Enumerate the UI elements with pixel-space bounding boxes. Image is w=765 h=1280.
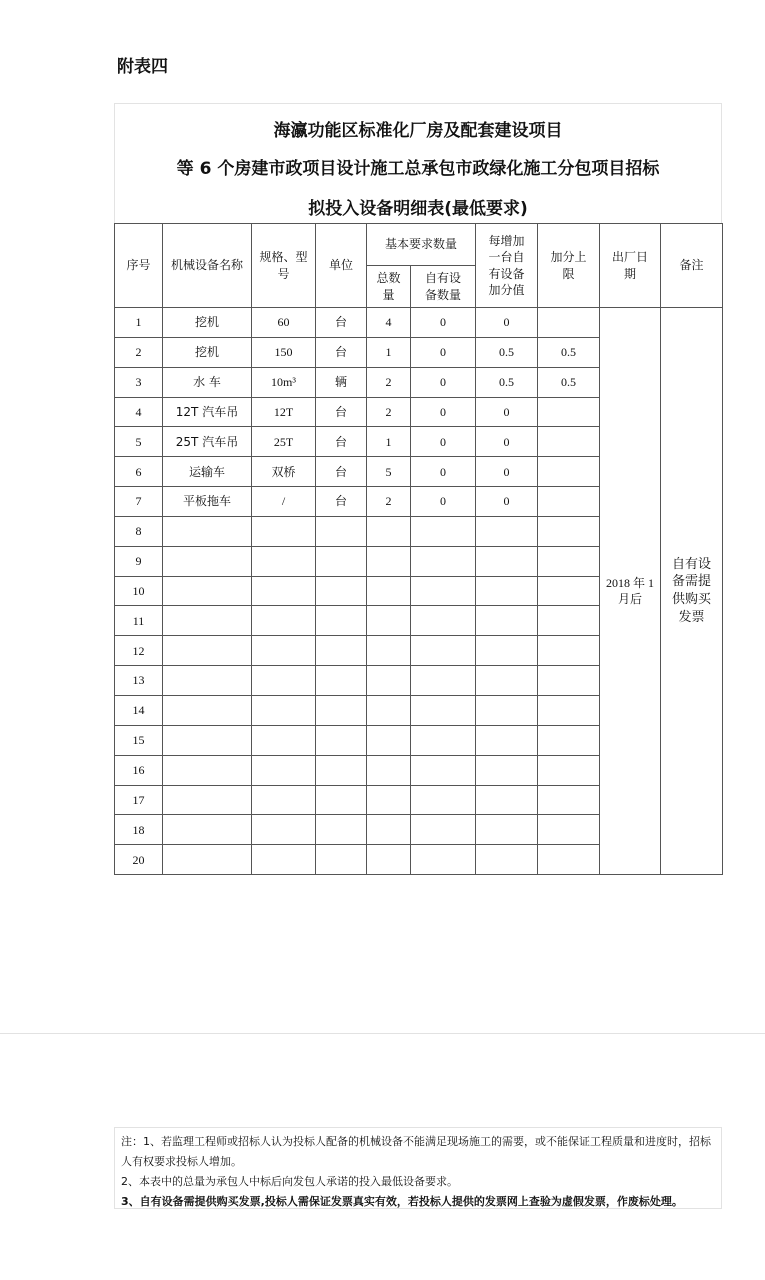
note-2: 2、本表中的总量为承包人中标后向发包人承诺的投入最低设备要求。 [121, 1175, 458, 1188]
cell-spec: 150 [252, 337, 316, 367]
cell-max-add: 0.5 [538, 337, 600, 367]
cell-name [163, 546, 252, 576]
cell-own-qty: 0 [411, 487, 476, 517]
cell-seq: 12 [115, 636, 163, 666]
title-line-3: 拟投入设备明细表(最低要求) [308, 199, 528, 219]
cell-own-qty: 0 [411, 457, 476, 487]
cell-spec: 双桥 [252, 457, 316, 487]
header-own-qty: 自有设备数量 [411, 266, 476, 308]
cell-max-add [538, 427, 600, 457]
cell-total-qty: 2 [367, 367, 411, 397]
cell-name [163, 606, 252, 636]
cell-unit [316, 695, 367, 725]
cell-total-qty [367, 725, 411, 755]
cell-own-qty [411, 666, 476, 696]
cell-per-add: 0 [476, 308, 538, 338]
cell-total-qty [367, 755, 411, 785]
cell-name: 挖机 [163, 308, 252, 338]
cell-max-add [538, 397, 600, 427]
cell-own-qty [411, 725, 476, 755]
note-3: 3、自有设备需提供购买发票,投标人需保证发票真实有效，若投标人提供的发票网上查验为虚假发票，作废标处理。 [121, 1195, 683, 1208]
cell-spec [252, 785, 316, 815]
header-seq: 序号 [115, 224, 163, 308]
cell-unit [316, 606, 367, 636]
cell-max-add [538, 487, 600, 517]
cell-seq: 13 [115, 666, 163, 696]
cell-seq: 20 [115, 845, 163, 875]
header-total-qty: 总数量 [367, 266, 411, 308]
cell-own-qty [411, 785, 476, 815]
cell-seq: 11 [115, 606, 163, 636]
cell-total-qty [367, 546, 411, 576]
cell-spec [252, 546, 316, 576]
cell-name: 25T 汽车吊 [163, 427, 252, 457]
cell-spec [252, 725, 316, 755]
cell-spec: 25T [252, 427, 316, 457]
header-name: 机械设备名称 [163, 224, 252, 308]
cell-name [163, 576, 252, 606]
cell-max-add [538, 606, 600, 636]
cell-total-qty: 5 [367, 457, 411, 487]
appendix-label: 附表四 [117, 57, 168, 77]
cell-unit: 辆 [316, 367, 367, 397]
cell-total-qty [367, 695, 411, 725]
cell-seq: 8 [115, 516, 163, 546]
cell-per-add: 0 [476, 427, 538, 457]
cell-seq: 15 [115, 725, 163, 755]
cell-name: 平板拖车 [163, 487, 252, 517]
cell-unit [316, 636, 367, 666]
cell-max-add [538, 725, 600, 755]
cell-seq: 2 [115, 337, 163, 367]
cell-name [163, 516, 252, 546]
cell-per-add [476, 516, 538, 546]
cell-seq: 1 [115, 308, 163, 338]
header-per-add: 每增加一台自有设备加分值 [476, 224, 538, 308]
cell-own-qty [411, 695, 476, 725]
cell-total-qty [367, 845, 411, 875]
cell-per-add: 0.5 [476, 367, 538, 397]
cell-seq: 16 [115, 755, 163, 785]
cell-name [163, 815, 252, 845]
header-remark: 备注 [661, 224, 723, 308]
cell-name [163, 666, 252, 696]
cell-max-add [538, 815, 600, 845]
cell-spec [252, 845, 316, 875]
header-max-add: 加分上限 [538, 224, 600, 308]
cell-spec [252, 666, 316, 696]
cell-max-add [538, 546, 600, 576]
cell-unit: 台 [316, 487, 367, 517]
title-line-1: 海瀛功能区标准化厂房及配套建设项目 [273, 121, 563, 141]
cell-seq: 10 [115, 576, 163, 606]
cell-max-add [538, 457, 600, 487]
cell-max-add: 0.5 [538, 367, 600, 397]
cell-unit [316, 666, 367, 696]
title-line-2: 等 6 个房建市政项目设计施工总承包市政绿化施工分包项目招标 [176, 159, 660, 179]
cell-unit: 台 [316, 308, 367, 338]
cell-seq: 17 [115, 785, 163, 815]
cell-seq: 18 [115, 815, 163, 845]
cell-per-add [476, 636, 538, 666]
cell-unit [316, 516, 367, 546]
cell-unit: 台 [316, 397, 367, 427]
cell-total-qty: 1 [367, 427, 411, 457]
cell-per-add [476, 845, 538, 875]
cell-own-qty [411, 576, 476, 606]
cell-spec [252, 695, 316, 725]
cell-own-qty [411, 606, 476, 636]
cell-max-add [538, 636, 600, 666]
cell-seq: 5 [115, 427, 163, 457]
cell-seq: 3 [115, 367, 163, 397]
equipment-table [114, 223, 723, 875]
cell-spec [252, 755, 316, 785]
cell-spec [252, 606, 316, 636]
cell-seq: 7 [115, 487, 163, 517]
note-1: 注：1、若监理工程师或招标人认为投标人配备的机械设备不能满足现场施工的需要，或不能保证工程质量和进度时，招标人有权要求投标人增加。 [121, 1135, 711, 1168]
cell-per-add [476, 576, 538, 606]
cell-per-add [476, 546, 538, 576]
header-basic-qty: 基本要求数量 [367, 224, 476, 266]
cell-max-add [538, 666, 600, 696]
cell-per-add [476, 755, 538, 785]
cell-unit [316, 845, 367, 875]
cell-own-qty [411, 636, 476, 666]
cell-name [163, 636, 252, 666]
cell-per-add: 0 [476, 487, 538, 517]
cell-total-qty: 1 [367, 337, 411, 367]
cell-max-add [538, 516, 600, 546]
cell-own-qty [411, 516, 476, 546]
cell-per-add [476, 815, 538, 845]
cell-unit [316, 785, 367, 815]
cell-name [163, 695, 252, 725]
cell-per-add [476, 695, 538, 725]
cell-total-qty [367, 785, 411, 815]
cell-spec [252, 516, 316, 546]
factory-date-merged: 2018 年 1 月后 [600, 308, 661, 875]
remark-merged: 自有设备需提供购买发票 [661, 308, 723, 875]
cell-unit: 台 [316, 337, 367, 367]
cell-total-qty [367, 516, 411, 546]
cell-max-add [538, 755, 600, 785]
cell-name [163, 785, 252, 815]
cell-unit: 台 [316, 427, 367, 457]
cell-own-qty: 0 [411, 337, 476, 367]
cell-own-qty: 0 [411, 367, 476, 397]
cell-seq: 9 [115, 546, 163, 576]
cell-total-qty [367, 636, 411, 666]
cell-max-add [538, 695, 600, 725]
cell-total-qty: 2 [367, 487, 411, 517]
cell-unit [316, 755, 367, 785]
cell-spec: / [252, 487, 316, 517]
cell-unit [316, 815, 367, 845]
cell-max-add [538, 785, 600, 815]
cell-own-qty [411, 546, 476, 576]
cell-own-qty: 0 [411, 308, 476, 338]
header-unit: 单位 [316, 224, 367, 308]
page-divider [0, 1033, 765, 1034]
cell-own-qty: 0 [411, 397, 476, 427]
cell-unit [316, 576, 367, 606]
cell-seq: 4 [115, 397, 163, 427]
cell-name [163, 755, 252, 785]
cell-total-qty [367, 576, 411, 606]
cell-spec: 10m³ [252, 367, 316, 397]
header-factory-date: 出厂日期 [600, 224, 661, 308]
cell-spec: 12T [252, 397, 316, 427]
cell-own-qty [411, 755, 476, 785]
cell-own-qty [411, 815, 476, 845]
cell-total-qty: 4 [367, 308, 411, 338]
cell-per-add [476, 725, 538, 755]
cell-name: 挖机 [163, 337, 252, 367]
cell-max-add [538, 308, 600, 338]
cell-seq: 14 [115, 695, 163, 725]
cell-total-qty: 2 [367, 397, 411, 427]
cell-seq: 6 [115, 457, 163, 487]
cell-name [163, 725, 252, 755]
cell-unit: 台 [316, 457, 367, 487]
table-row [115, 308, 723, 338]
cell-name: 运输车 [163, 457, 252, 487]
cell-per-add: 0.5 [476, 337, 538, 367]
cell-own-qty: 0 [411, 427, 476, 457]
cell-spec [252, 815, 316, 845]
cell-spec: 60 [252, 308, 316, 338]
cell-spec [252, 576, 316, 606]
cell-own-qty [411, 845, 476, 875]
cell-total-qty [367, 666, 411, 696]
cell-unit [316, 725, 367, 755]
cell-per-add: 0 [476, 457, 538, 487]
table-title-box [114, 103, 722, 223]
cell-name: 12T 汽车吊 [163, 397, 252, 427]
cell-name [163, 845, 252, 875]
cell-name: 水 车 [163, 367, 252, 397]
cell-total-qty [367, 606, 411, 636]
notes-box [114, 1127, 722, 1209]
header-spec: 规格、型号 [252, 224, 316, 308]
cell-max-add [538, 845, 600, 875]
cell-per-add [476, 785, 538, 815]
cell-max-add [538, 576, 600, 606]
cell-spec [252, 636, 316, 666]
cell-total-qty [367, 815, 411, 845]
cell-per-add: 0 [476, 397, 538, 427]
cell-per-add [476, 606, 538, 636]
cell-per-add [476, 666, 538, 696]
cell-unit [316, 546, 367, 576]
